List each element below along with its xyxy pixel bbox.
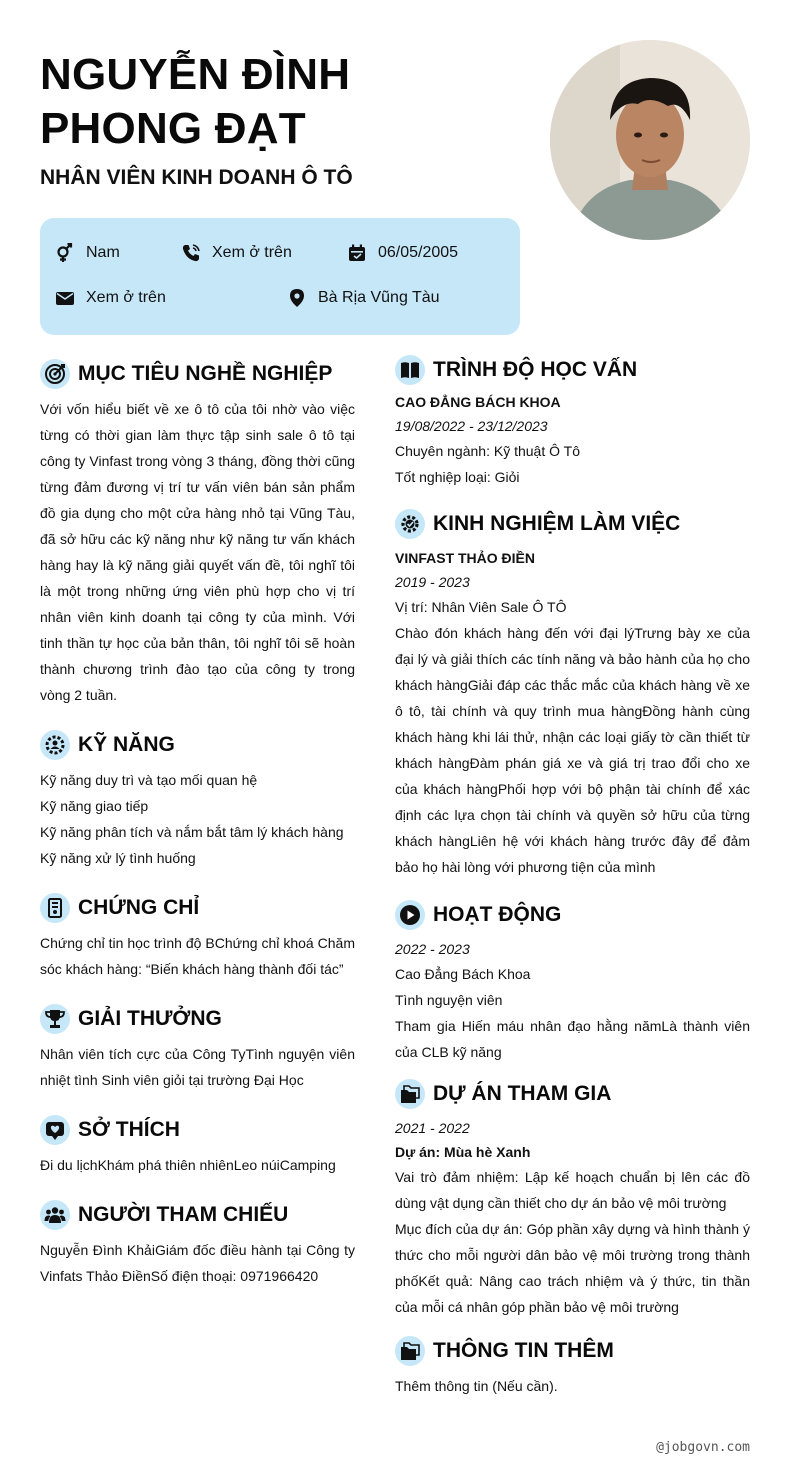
certificates-text: Chứng chỉ tin học trình độ BChứng chỉ khoá Chăm sóc khách hàng: “Biến khách hàng thành đối tác”: [40, 935, 355, 977]
book-icon: [395, 355, 425, 385]
target-icon: [40, 359, 70, 389]
contact-email: [54, 287, 166, 309]
section-title: CHỨNG CHỈ: [78, 896, 200, 919]
folders-icon: [395, 1079, 425, 1109]
email-value: Xem ở trên: [86, 289, 166, 306]
contact-box: [40, 218, 520, 335]
section-title: DỰ ÁN THAM GIA: [433, 1082, 612, 1105]
projects-name: Dự án: Mùa hè Xanh: [395, 1144, 531, 1160]
section-title: TRÌNH ĐỘ HỌC VẤN: [433, 358, 638, 381]
section-education: [395, 354, 750, 490]
projects-period: 2021 - 2022: [395, 1120, 470, 1136]
experience-company: VINFAST THẢO ĐIỀN: [395, 550, 536, 566]
hobbies-text: Đi du lịchKhám phá thiên nhiênLeo núiCamping: [40, 1157, 336, 1173]
trophy-icon: [40, 1004, 70, 1034]
skill-item: Kỹ năng giao tiếp: [40, 798, 149, 814]
play-icon: [395, 900, 425, 930]
experience-position: Vị trí: Nhân Viên Sale Ô TÔ: [395, 599, 567, 615]
gender-icon: [54, 242, 76, 264]
contact-address: [286, 287, 440, 309]
awards-text: Nhân viên tích cực của Công TyTình nguyện viên nhiệt tình Sinh viên giỏi tại trường Đại Học: [40, 1046, 355, 1088]
certificate-icon: [40, 893, 70, 923]
skill-item: Kỹ năng xử lý tình huống: [40, 850, 196, 866]
phone-value: Xem ở trên: [212, 244, 292, 261]
contact-phone: [180, 242, 292, 264]
section-title: MỤC TIÊU NGHỀ NGHIỆP: [78, 362, 333, 385]
contact-gender: [54, 242, 120, 264]
candidate-name: NGUYỄN ĐÌNH PHONG ĐẠT: [40, 50, 351, 153]
section-title: SỞ THÍCH: [78, 1118, 180, 1141]
section-extra: [395, 1335, 750, 1399]
heart-chat-icon: [40, 1115, 70, 1145]
folders-icon: [395, 1336, 425, 1366]
education-major: Chuyên ngành: Kỹ thuật Ô Tô: [395, 443, 580, 459]
location-pin-icon: [286, 287, 308, 309]
section-title: KỸ NĂNG: [78, 733, 175, 756]
section-references: [40, 1199, 355, 1289]
education-period: 19/08/2022 - 23/12/2023: [395, 418, 548, 434]
phone-icon: [180, 242, 202, 264]
section-title: THÔNG TIN THÊM: [433, 1339, 614, 1362]
watermark: @jobgovn.com: [656, 1440, 750, 1455]
experience-description: Chào đón khách hàng đến với đại lýTrưng bày xe của đại lý và giải thích các tính năng và bảo hành của họ cho khách hàngGiải đáp các thắc mắc của khách hàng về xe ô tô, tài chính và quy trình mua hàngĐồng hành cùng khách hàng khi lái thử, nhận các loại giấy tờ cần thiết từ khách hàngĐàm phán giá xe và giá trị trao đổi cho xe của khách hàngPhối hợp với bộ phận tài chính để xác định các lựa chọn tài chính và quyền sở hữu của từng khách hàngLiên hệ với khách hàng trước đây để đảm bảo họ hài lòng với phương tiện của mình: [395, 625, 750, 875]
section-experience: [395, 508, 750, 880]
section-projects: [395, 1078, 750, 1320]
education-school: CAO ĐẲNG BÁCH KHOA: [395, 394, 561, 410]
activities-description: Tham gia Hiến máu nhân đạo hằng nămLà thành viên của CLB kỹ năng: [395, 1018, 750, 1060]
section-awards: [40, 1003, 355, 1093]
section-certificates: [40, 892, 355, 982]
objective-text: Với vốn hiểu biết về xe ô tô của tôi nhờ vào việc từng có thời gian làm thực tập sinh sale ô tô tại công ty Vinfast trong vòng 3 tháng, đồng thời cũng từng đảm đương vị trí tư vấn viên bán sản phẩm đồ gia dụng cho một cửa hàng nhỏ tại Vũng Tàu, đã sở hữu các kỹ năng như kỹ năng tư vấn khách hàng hay là kỹ năng giải quyết vấn đề, tôi nghĩ tôi là một trong những ứng viên phù hợp cho vị trí nhân viên kinh doanh tại công ty của mình. Với tinh thần tự học của bản thân, tôi nghĩ tôi sẽ hoàn thành chương trình đào tạo của công ty trong vòng 2 tuần.: [40, 401, 355, 703]
section-hobbies: [40, 1114, 355, 1178]
dob-value: 06/05/2005: [378, 244, 459, 261]
extra-text: Thêm thông tin (Nếu cần).: [395, 1378, 558, 1394]
projects-purpose: Mục đích của dự án: Góp phần xây dựng và hình thành ý thức cho mỗi người dân bảo vệ môi trường trong thành phốKết quả: Nâng cao trách nhiệm và ý thức, tin thần của mỗi cá nhân góp phần bảo vệ môi trường: [395, 1221, 750, 1315]
job-title: NHÂN VIÊN KINH DOANH Ô TÔ: [40, 166, 353, 189]
activities-period: 2022 - 2023: [395, 941, 470, 957]
avatar: [550, 40, 750, 240]
section-title: HOẠT ĐỘNG: [433, 903, 562, 926]
projects-role: Vai trò đảm nhiệm: Lập kế hoạch chuẩn bị lên các đồ dùng vật dụng cần thiết cho dự án bảo vệ môi trường: [395, 1169, 750, 1211]
section-activities: [395, 899, 750, 1065]
activities-organization: Cao Đẳng Bách Khoa: [395, 966, 531, 982]
education-grade: Tốt nghiệp loại: Giỏi: [395, 469, 520, 485]
section-title: GIẢI THƯỞNG: [78, 1007, 222, 1030]
references-text: Nguyễn Đình KhảiGiám đốc điều hành tại Công ty Vinfats Thảo ĐiềnSố điện thoại: 0971966420: [40, 1242, 355, 1284]
skill-item: Kỹ năng phân tích và nắm bắt tâm lý khách hàng: [40, 824, 344, 840]
contact-dob: [346, 242, 458, 264]
people-icon: [40, 1200, 70, 1230]
address-value: Bà Rịa Vũng Tàu: [318, 289, 440, 306]
email-icon: [54, 287, 76, 309]
section-title: KINH NGHIỆM LÀM VIỆC: [433, 512, 681, 535]
skill-item: Kỹ năng duy trì và tạo mối quan hệ: [40, 772, 258, 788]
section-title: NGƯỜI THAM CHIẾU: [78, 1203, 289, 1226]
section-objective: [40, 358, 355, 708]
calendar-icon: [346, 242, 368, 264]
experience-period: 2019 - 2023: [395, 574, 470, 590]
gear-check-icon: [395, 509, 425, 539]
activities-role: Tình nguyện viên: [395, 992, 503, 1008]
section-skills: [40, 729, 355, 871]
gender-value: Nam: [86, 244, 120, 261]
gear-person-icon: [40, 730, 70, 760]
